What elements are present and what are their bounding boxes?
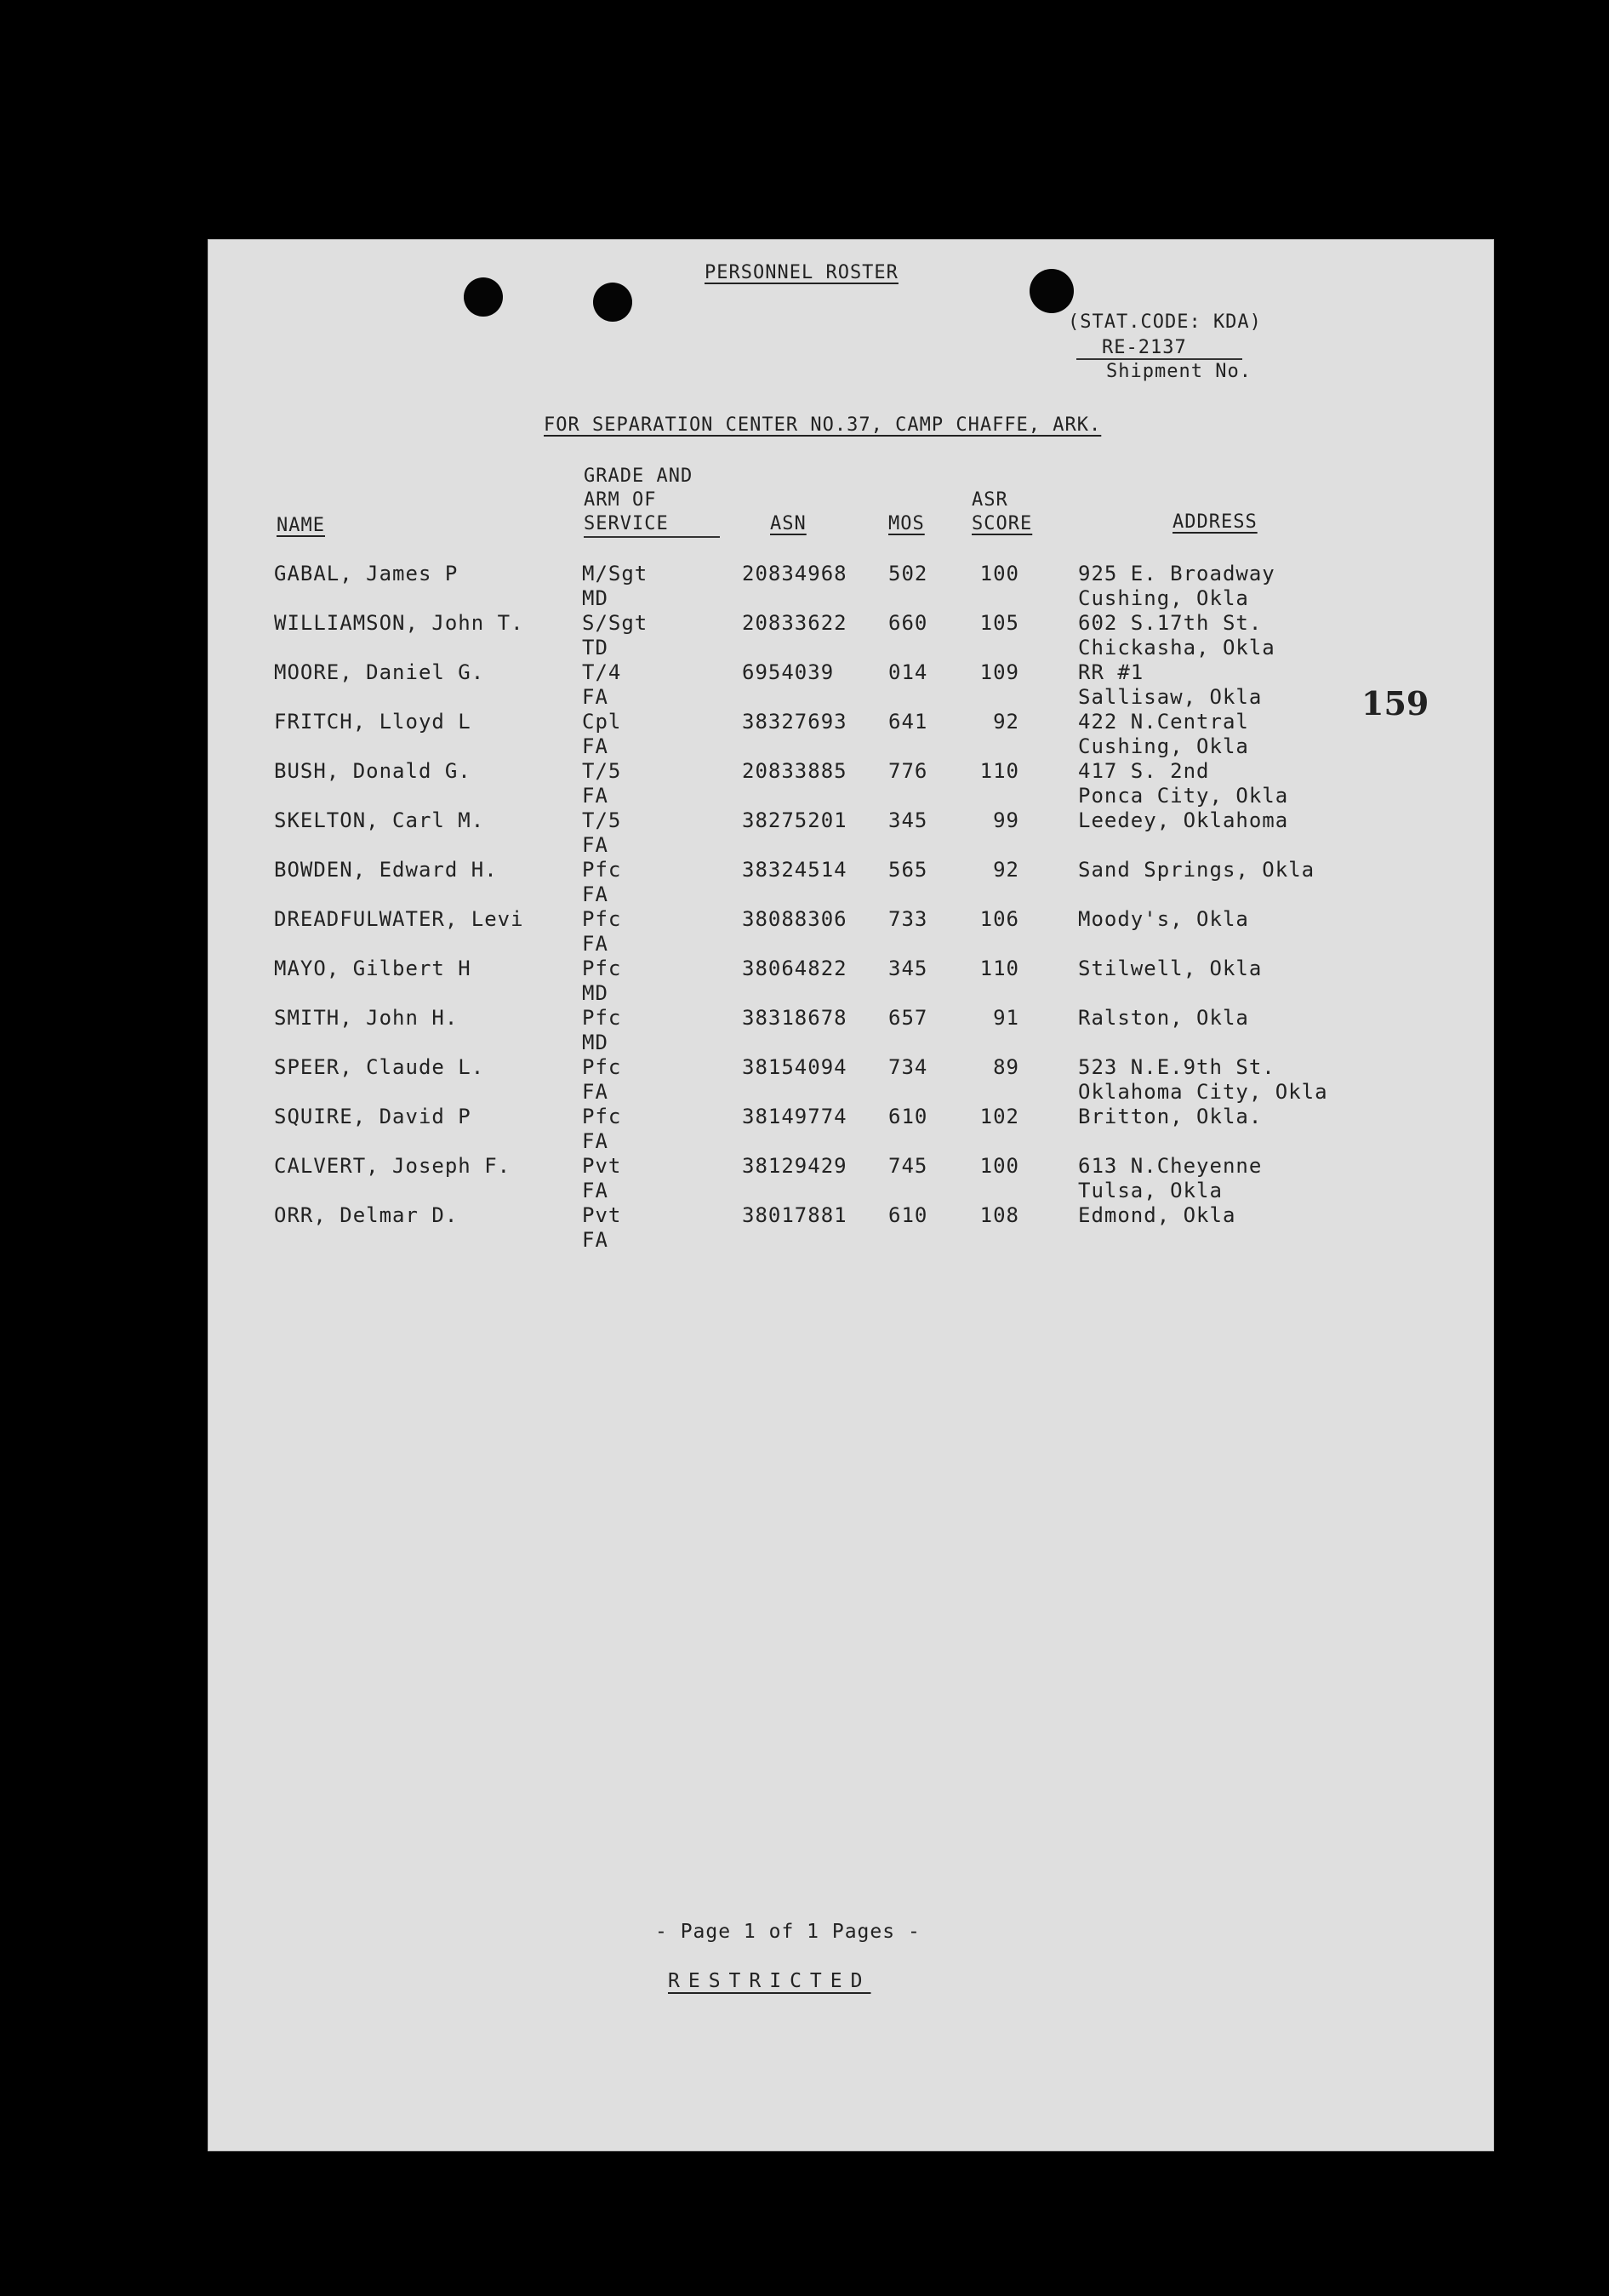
cell-mos: 745 [888, 1154, 928, 1178]
cell-address [1078, 1006, 1249, 1031]
cell-mos: 641 [888, 710, 928, 734]
cell-name: MAYO, Gilbert H [274, 957, 471, 980]
grade-text: Pfc [582, 1006, 622, 1030]
address-line-1: Stilwell, Okla [1078, 957, 1263, 980]
arm-text: FA [582, 1179, 608, 1202]
cell-asn: 20833622 [742, 611, 847, 635]
table-row [208, 1105, 1493, 1154]
col-header-grade-1: GRADE AND [584, 465, 693, 487]
cell-mos: 660 [888, 611, 928, 635]
cell-address [1078, 858, 1315, 882]
col-header-score-1: ASR [972, 489, 1008, 511]
table-row [208, 562, 1493, 611]
cell-score: 91 [993, 1006, 1019, 1030]
cell-mos: 610 [888, 1105, 928, 1128]
cell-address [1078, 957, 1262, 981]
arm-text: FA [582, 784, 608, 808]
margin-number: 159 [1361, 684, 1429, 722]
col-header-address: ADDRESS [1173, 511, 1258, 533]
table-row [208, 907, 1493, 957]
arm-text: FA [582, 882, 608, 906]
address-line-1: Moody's, Okla [1078, 907, 1249, 931]
arm-text: FA [582, 1080, 608, 1104]
address-line-2: Tulsa, Okla [1078, 1179, 1223, 1202]
cell-name: CALVERT, Joseph F. [274, 1154, 511, 1178]
cell-name: WILLIAMSON, John T. [274, 611, 524, 635]
cell-score: 108 [979, 1203, 1019, 1227]
cell-address [1078, 759, 1288, 808]
table-row [208, 1055, 1493, 1105]
cell-score: 100 [979, 562, 1019, 585]
cell-asn: 38318678 [742, 1006, 847, 1030]
cell-asn: 38324514 [742, 858, 847, 882]
punch-hole [593, 283, 632, 322]
grade-text: M/Sgt [582, 562, 648, 585]
cell-mos: 345 [888, 957, 928, 980]
grade-text: T/5 [582, 808, 622, 832]
cell-address [1078, 710, 1249, 759]
address-line-1: 602 S.17th St. [1078, 611, 1263, 635]
cell-score: 92 [993, 858, 1019, 882]
address-line-1: Edmond, Okla [1078, 1203, 1236, 1227]
cell-name: SQUIRE, David P [274, 1105, 471, 1128]
cell-name: DREADFULWATER, Levi [274, 907, 524, 931]
table-row [208, 710, 1493, 759]
cell-address [1078, 611, 1275, 660]
cell-name: ORR, Delmar D. [274, 1203, 459, 1227]
cell-mos: 734 [888, 1055, 928, 1079]
cell-mos: 565 [888, 858, 928, 882]
address-line-2: Ponca City, Okla [1078, 784, 1289, 808]
address-line-1: Britton, Okla. [1078, 1105, 1263, 1128]
table-row [208, 611, 1493, 660]
cell-asn: 38088306 [742, 907, 847, 931]
cell-score: 109 [979, 660, 1019, 684]
cell-grade [582, 562, 648, 611]
cell-address [1078, 1105, 1262, 1129]
cell-score: 105 [979, 611, 1019, 635]
cell-score: 106 [979, 907, 1019, 931]
cell-score: 89 [993, 1055, 1019, 1079]
col-header-name: NAME [277, 515, 325, 536]
cell-name: BOWDEN, Edward H. [274, 858, 498, 882]
address-line-2: Oklahoma City, Okla [1078, 1080, 1328, 1104]
cell-grade [582, 1203, 621, 1253]
grade-text: T/5 [582, 759, 622, 783]
arm-text: FA [582, 734, 608, 758]
table-row [208, 957, 1493, 1006]
col-header-grade-3: SERVICE [584, 512, 720, 538]
stat-code: (STAT.CODE: KDA) [1068, 311, 1262, 333]
address-line-2: Sallisaw, Okla [1078, 685, 1263, 709]
grade-text: Cpl [582, 710, 622, 734]
cell-grade [582, 808, 621, 858]
address-line-1: 523 N.E.9th St. [1078, 1055, 1275, 1079]
cell-grade [582, 660, 621, 710]
grade-text: S/Sgt [582, 611, 648, 635]
cell-score: 110 [979, 759, 1019, 783]
cell-grade [582, 1006, 621, 1055]
table-row [208, 1203, 1493, 1253]
col-header-asn: ASN [770, 513, 807, 534]
roster-title: PERSONNEL ROSTER [705, 262, 899, 283]
cell-name: SPEER, Claude L. [274, 1055, 485, 1079]
arm-text: MD [582, 981, 608, 1005]
cell-grade [582, 858, 621, 907]
cell-asn: 38017881 [742, 1203, 847, 1227]
address-line-1: RR #1 [1078, 660, 1144, 684]
table-row [208, 660, 1493, 710]
cell-grade [582, 710, 621, 759]
cell-grade [582, 1055, 621, 1105]
address-line-1: 417 S. 2nd [1078, 759, 1210, 783]
address-line-1: Sand Springs, Okla [1078, 858, 1315, 882]
cell-grade [582, 1105, 621, 1154]
shipment-label: Shipment No. [1106, 361, 1252, 382]
cell-name: BUSH, Donald G. [274, 759, 471, 783]
cell-grade [582, 907, 621, 957]
address-line-1: Leedey, Oklahoma [1078, 808, 1289, 832]
cell-address [1078, 808, 1288, 833]
grade-text: Pfc [582, 957, 622, 980]
cell-asn: 38129429 [742, 1154, 847, 1178]
grade-text: Pvt [582, 1203, 622, 1227]
cell-asn: 20833885 [742, 759, 847, 783]
grade-text: Pvt [582, 1154, 622, 1178]
address-line-2: Cushing, Okla [1078, 586, 1249, 610]
arm-text: TD [582, 636, 608, 660]
address-line-2: Chickasha, Okla [1078, 636, 1275, 660]
cell-mos: 776 [888, 759, 928, 783]
roster-page [208, 240, 1493, 2150]
cell-address [1078, 660, 1262, 710]
table-row [208, 1006, 1493, 1055]
grade-text: Pfc [582, 1105, 622, 1128]
cell-address [1078, 1203, 1235, 1228]
col-header-grade-2: ARM OF [584, 489, 657, 511]
cell-address [1078, 562, 1275, 611]
cell-grade [582, 611, 648, 660]
col-header-mos: MOS [888, 513, 925, 534]
table-row [208, 808, 1493, 858]
cell-asn: 6954039 [742, 660, 835, 684]
punch-hole [1030, 269, 1074, 313]
table-row [208, 1154, 1493, 1203]
cell-mos: 657 [888, 1006, 928, 1030]
cell-mos: 345 [888, 808, 928, 832]
cell-score: 92 [993, 710, 1019, 734]
grade-text: T/4 [582, 660, 622, 684]
cell-mos: 014 [888, 660, 928, 684]
cell-name: FRITCH, Lloyd L [274, 710, 471, 734]
classification-marking: RESTRICTED [668, 1970, 871, 1992]
cell-address [1078, 1055, 1328, 1105]
grade-text: Pfc [582, 907, 622, 931]
col-header-score-2: SCORE [972, 513, 1033, 534]
arm-text: FA [582, 833, 608, 857]
cell-asn: 38327693 [742, 710, 847, 734]
shipment-number: RE-2137 [1076, 337, 1242, 360]
cell-score: 99 [993, 808, 1019, 832]
address-line-1: Ralston, Okla [1078, 1006, 1249, 1030]
cell-grade [582, 957, 621, 1006]
arm-text: FA [582, 685, 608, 709]
cell-asn: 38149774 [742, 1105, 847, 1128]
cell-asn: 38154094 [742, 1055, 847, 1079]
address-line-1: 613 N.Cheyenne [1078, 1154, 1263, 1178]
cell-grade [582, 1154, 621, 1203]
arm-text: MD [582, 586, 608, 610]
cell-name: SKELTON, Carl M. [274, 808, 485, 832]
address-line-1: 422 N.Central [1078, 710, 1249, 734]
arm-text: FA [582, 1228, 608, 1252]
cell-name: SMITH, John H. [274, 1006, 459, 1030]
cell-score: 102 [979, 1105, 1019, 1128]
arm-text: FA [582, 932, 608, 956]
address-line-1: 925 E. Broadway [1078, 562, 1275, 585]
table-row [208, 858, 1493, 907]
cell-name: MOORE, Daniel G. [274, 660, 485, 684]
roster-subtitle: FOR SEPARATION CENTER NO.37, CAMP CHAFFE, ARK. [544, 414, 1102, 436]
cell-address [1078, 1154, 1262, 1203]
cell-mos: 610 [888, 1203, 928, 1227]
cell-address [1078, 907, 1249, 932]
arm-text: MD [582, 1031, 608, 1054]
cell-grade [582, 759, 621, 808]
cell-mos: 502 [888, 562, 928, 585]
page-count: - Page 1 of 1 Pages - [655, 1921, 921, 1943]
cell-score: 110 [979, 957, 1019, 980]
cell-asn: 38064822 [742, 957, 847, 980]
cell-mos: 733 [888, 907, 928, 931]
grade-text: Pfc [582, 858, 622, 882]
grade-text: Pfc [582, 1055, 622, 1079]
punch-hole [464, 277, 503, 317]
cell-name: GABAL, James P [274, 562, 459, 585]
cell-asn: 20834968 [742, 562, 847, 585]
arm-text: FA [582, 1129, 608, 1153]
cell-score: 100 [979, 1154, 1019, 1178]
table-row [208, 759, 1493, 808]
cell-asn: 38275201 [742, 808, 847, 832]
address-line-2: Cushing, Okla [1078, 734, 1249, 758]
